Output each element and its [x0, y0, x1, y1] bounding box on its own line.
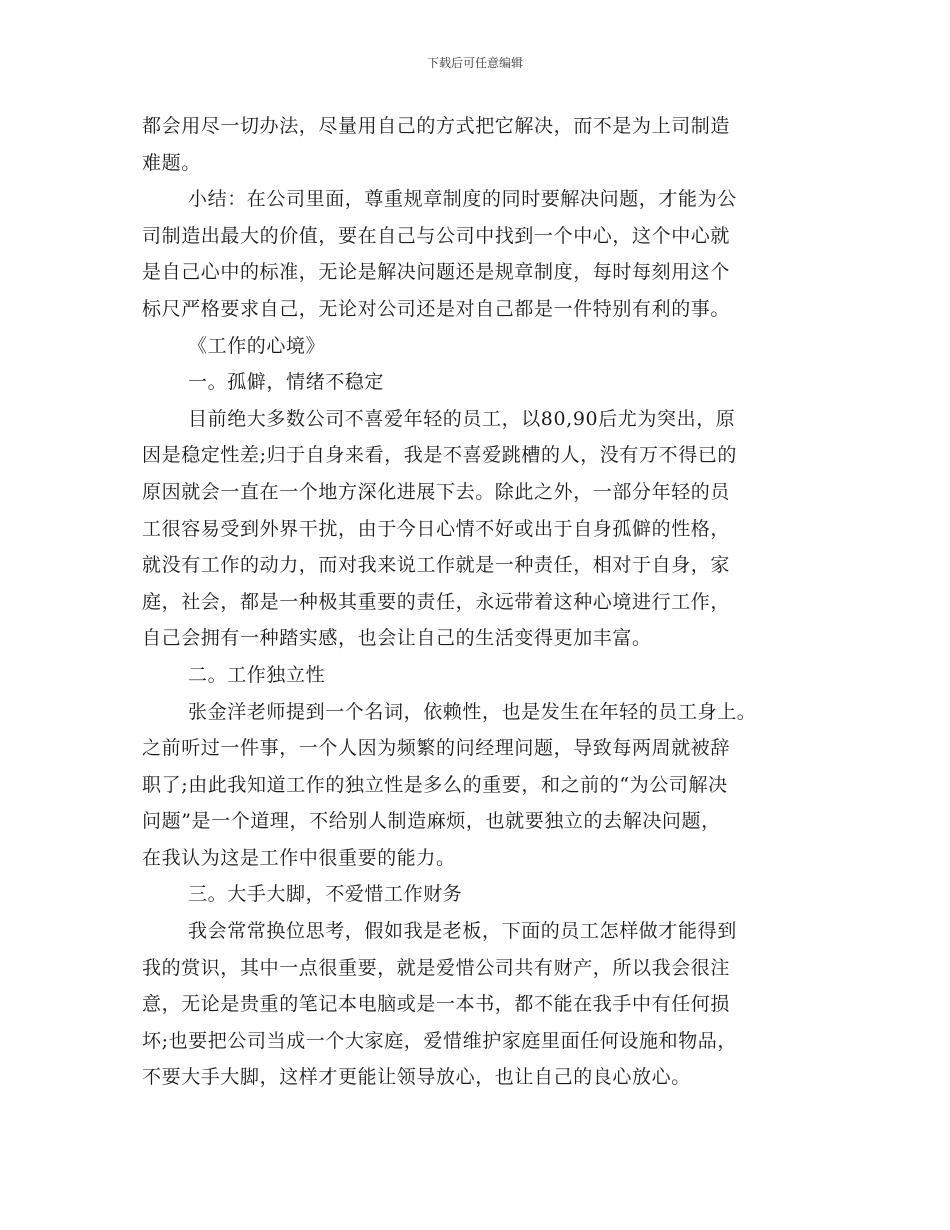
- text-line: 意，无论是贵重的笔记本电脑或是一本书，都不能在我手中有任何损: [142, 993, 731, 1016]
- text-line: 原因就会一直在一个地方深化进展下去。除此之外，一部分年轻的员: [142, 480, 731, 503]
- text-line: 问题”是一个道理，不给别人制造麻烦，也就要独立的去解决问题，: [142, 810, 721, 833]
- text-line: 难题。: [142, 151, 201, 174]
- text-line: 是自己心中的标准，无论是解决问题还是规章制度，每时每刻用这个: [142, 261, 731, 284]
- section-heading: 一。孤僻，情绪不稳定: [188, 371, 385, 394]
- page-header: 下载后可任意编辑: [426, 56, 523, 70]
- text-line: 不要大手大脚，这样才更能让领导放心，也让自己的良心放心。: [142, 1066, 691, 1089]
- text-line: 小结：在公司里面，尊重规章制度的同时要解决问题，才能为公: [188, 188, 737, 211]
- text-line: 庭，社会，都是一种极其重要的责任，永远带着这种心境进行工作，: [142, 590, 731, 613]
- text-line: 坏;也要把公司当成一个大家庭，爱惜维护家庭里面任何设施和物品，: [142, 1029, 738, 1052]
- text-line: 司制造出最大的价值，要在自己与公司中找到一个中心，这个中心就: [142, 224, 731, 247]
- section-heading: 三。大手大脚，不爱惜工作财务: [188, 883, 463, 906]
- text-line: 之前听过一件事，一个人因为频繁的问经理问题，导致每两周就被辞: [142, 737, 731, 760]
- text-line: 工很容易受到外界干扰，由于今日心情不好或出于自身孤僻的性格，: [142, 517, 731, 540]
- text-line: 目前绝大多数公司不喜爱年轻的员工，以80,90后尤为突出，原: [188, 407, 736, 430]
- text-line: 职了;由此我知道工作的独立性是多么的重要，和之前的“为公司解决: [142, 773, 728, 796]
- text-line: 我的赏识，其中一点很重要，就是爱惜公司共有财产，所以我会很注: [142, 956, 731, 979]
- text-line: 标尺严格要求自己，无论对公司还是对自己都是一件特别有利的事。: [142, 297, 731, 320]
- section-heading: 二。工作独立性: [188, 663, 326, 686]
- document-body: [142, 108, 806, 1096]
- text-line: 自己会拥有一种踏实感，也会让自己的生活变得更加丰富。: [142, 627, 652, 650]
- text-line: 我会常常换位思考，假如我是老板，下面的员工怎样做才能得到: [188, 920, 737, 943]
- text-line: 因是稳定性差;归于自身来看，我是不喜爱跳槽的人，没有万不得已的: [142, 444, 738, 467]
- text-line: 就没有工作的动力，而对我来说工作就是一种责任，相对于自身，家: [142, 554, 731, 577]
- text-line: 张金洋老师提到一个名词，依赖性，也是发生在年轻的员工身上。: [188, 700, 757, 723]
- section-title: 《工作的心境》: [188, 334, 326, 357]
- text-line: 在我认为这是工作中很重要的能力。: [142, 846, 456, 869]
- text-line: 都会用尽一切办法，尽量用自己的方式把它解决，而不是为上司制造: [142, 115, 731, 137]
